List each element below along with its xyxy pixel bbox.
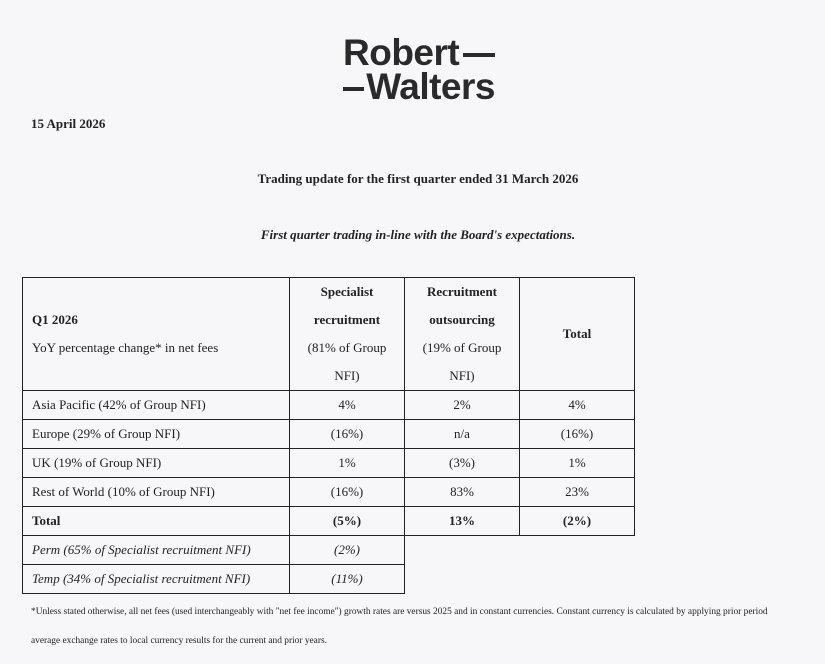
- column-share-text: (81% of Group: [307, 340, 387, 355]
- column-header-text: Specialist: [320, 284, 374, 299]
- specialist-value: (5%): [290, 507, 405, 536]
- net-fees-table: [22, 277, 635, 594]
- period-label: Q1 2026: [32, 312, 78, 327]
- outsourcing-value: n/a: [405, 420, 520, 449]
- specialist-value: 1%: [290, 449, 405, 478]
- total-value: 1%: [520, 449, 635, 478]
- release-date: 15 April 2026: [31, 116, 106, 131]
- table-subrow: [23, 565, 635, 594]
- column-share-text: NFI): [334, 368, 360, 383]
- outsourcing-value: 13%: [405, 507, 520, 536]
- footnote-line: average exchange rates to local currency results for the current and prior years.: [31, 636, 327, 646]
- specialist-value: (11%): [290, 565, 405, 594]
- row-label: UK (19% of Group NFI): [23, 449, 290, 478]
- column-share-text: (19% of Group: [422, 340, 502, 355]
- empty-cell: [520, 536, 635, 565]
- footnote: [31, 598, 811, 656]
- column-header-text: recruitment: [313, 312, 381, 327]
- total-value: 23%: [520, 478, 635, 507]
- column-header-text: Recruitment: [426, 284, 498, 299]
- column-share-text: NFI): [449, 368, 475, 383]
- subrow-label: Temp (34% of Specialist recruitment NFI): [23, 565, 290, 594]
- header-cell-period: [23, 278, 290, 391]
- row-label: Asia Pacific (42% of Group NFI): [23, 391, 290, 420]
- table-subrow: [23, 536, 635, 565]
- row-label: Rest of World (10% of Group NFI): [23, 478, 290, 507]
- logo-dash: [343, 87, 364, 91]
- outsourcing-value: (3%): [405, 449, 520, 478]
- total-value: (16%): [520, 420, 635, 449]
- specialist-value: (2%): [290, 536, 405, 565]
- footnote-line: *Unless stated otherwise, all net fees (used interchangeably with "net fee income") growth rates are versus 2025 and in constant currencies. Constant currency is calculated by applying prior period: [31, 607, 768, 617]
- document-subtitle: First quarter trading in-line with the Board's expectations.: [260, 227, 576, 242]
- table-header-row: [23, 278, 635, 391]
- empty-cell: [520, 565, 635, 594]
- total-value: 4%: [520, 391, 635, 420]
- outsourcing-value: 83%: [405, 478, 520, 507]
- document-title: Trading update for the first quarter ended 31 March 2026: [257, 171, 579, 186]
- specialist-value: 4%: [290, 391, 405, 420]
- header-cell-outsourcing: [405, 278, 520, 391]
- logo-text-line2: Walters: [366, 66, 495, 107]
- specialist-value: (16%): [290, 478, 405, 507]
- subrow-label: Perm (65% of Specialist recruitment NFI): [23, 536, 290, 565]
- empty-cell: [405, 565, 520, 594]
- table-row: [23, 420, 635, 449]
- row-label: Europe (29% of Group NFI): [23, 420, 290, 449]
- header-cell-total: Total: [520, 278, 635, 391]
- outsourcing-value: 2%: [405, 391, 520, 420]
- specialist-value: (16%): [290, 420, 405, 449]
- total-value: (2%): [520, 507, 635, 536]
- table-row: [23, 478, 635, 507]
- table-row-total: [23, 507, 635, 536]
- table-row: [23, 391, 635, 420]
- company-logo: [343, 32, 495, 107]
- metric-label: YoY percentage change* in net fees: [32, 340, 219, 355]
- logo-text-line1: Robert: [343, 32, 460, 73]
- column-header-text: outsourcing: [429, 312, 495, 327]
- header-cell-specialist: [290, 278, 405, 391]
- table-row: [23, 449, 635, 478]
- logo-dash: [463, 53, 495, 57]
- empty-cell: [405, 536, 520, 565]
- row-label: Total: [23, 507, 290, 536]
